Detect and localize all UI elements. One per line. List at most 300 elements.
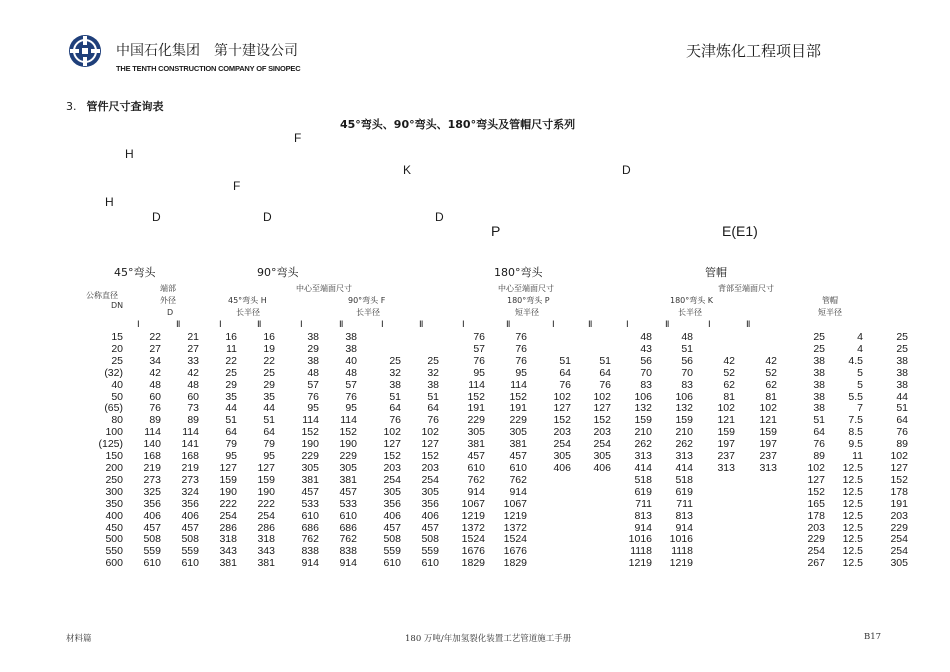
table-cell: 152 [383, 450, 401, 463]
table-cell: 762 [467, 473, 485, 486]
table-cell: 457 [467, 450, 485, 463]
table-cell: 610 [421, 557, 439, 570]
table-cell: 35 [225, 390, 237, 403]
table-cell: 127 [257, 461, 275, 474]
table-cell: 165 [807, 497, 825, 510]
table-cell: 22 [263, 354, 275, 367]
table-cell: 25 [263, 366, 275, 379]
table-cell: 159 [257, 473, 275, 486]
header-center-to-face: 中心至端面尺寸 [296, 284, 352, 293]
table-cell: 254 [890, 545, 908, 558]
table-cell: 381 [467, 438, 485, 451]
table-row [88, 380, 908, 392]
table-cell: 32 [427, 366, 439, 379]
table-cell: 313 [717, 461, 735, 474]
table-cell: 229 [509, 414, 527, 427]
table-cell: 406 [421, 509, 439, 522]
table-cell [693, 499, 735, 511]
table-cell: 197 [717, 438, 735, 451]
table-cell: 343 [219, 545, 237, 558]
table-cell: 38 [896, 378, 908, 391]
table-cell: 838 [301, 545, 319, 558]
table-cell: 25 [111, 354, 123, 367]
table-cell: 52 [765, 366, 777, 379]
table-cell: 5 [857, 378, 863, 391]
table-cell: 203 [593, 426, 611, 439]
table-cell: 27 [149, 342, 161, 355]
table-cell: 42 [765, 354, 777, 367]
table-cell: 52 [723, 366, 735, 379]
header-k-line1: 180°弯头 K [670, 296, 714, 305]
table-cell: 51 [681, 342, 693, 355]
series-i-od: Ⅰ [137, 319, 140, 329]
table-cell: 203 [421, 461, 439, 474]
table-cell [693, 523, 735, 535]
table-row [88, 344, 908, 356]
series-i-45: Ⅰ [219, 319, 222, 329]
table-cell: 33 [187, 354, 199, 367]
table-cell: 21 [187, 331, 199, 343]
table-cell: 305 [890, 557, 908, 570]
table-cell: 152 [301, 426, 319, 439]
table-cell: 62 [765, 378, 777, 391]
table-cell: 229 [301, 450, 319, 463]
table-cell: 356 [383, 497, 401, 510]
table-cell: 1219 [461, 509, 485, 522]
header-cap-line1: 管帽 [822, 296, 838, 305]
table-cell: 60 [149, 390, 161, 403]
table-row [88, 451, 908, 463]
table-cell: 305 [553, 450, 571, 463]
table-cell: 127 [219, 461, 237, 474]
table-cell: 121 [759, 414, 777, 427]
table-cell: 914 [509, 485, 527, 498]
table-cell: 325 [143, 485, 161, 498]
table-cell [693, 534, 735, 546]
table-cell: 25 [813, 331, 825, 343]
table-cell [527, 523, 571, 535]
table-cell: 70 [640, 366, 652, 379]
table-cell: 51 [427, 390, 439, 403]
table-cell: 127 [421, 438, 439, 451]
table-cell [735, 499, 777, 511]
table-cell: 286 [257, 521, 275, 534]
table-cell: 414 [675, 461, 693, 474]
table-cell: 273 [143, 473, 161, 486]
table-cell: 711 [635, 497, 652, 510]
table-cell: 203 [890, 509, 908, 522]
table-cell: 64 [599, 366, 611, 379]
table-cell [527, 546, 571, 558]
table-cell: 22 [149, 331, 161, 343]
header-e45-line1: 45°弯头 H [228, 296, 267, 305]
table-cell: 356 [421, 497, 439, 510]
table-cell [735, 332, 777, 344]
table-cell: 222 [219, 497, 237, 510]
table-cell: 22 [225, 354, 237, 367]
category-elbow90: 90°弯头 [257, 266, 299, 279]
table-cell: 64 [263, 426, 275, 439]
table-cell: 89 [187, 414, 199, 427]
table-cell: 127 [383, 438, 401, 451]
series-i-180: Ⅰ [462, 319, 465, 329]
table-cell: 229 [807, 533, 825, 546]
header-center-to-face-180: 中心至端面尺寸 [498, 284, 554, 293]
table-cell: 89 [813, 450, 825, 463]
series-i-ks: Ⅰ [708, 319, 711, 329]
table-cell: 19 [263, 342, 275, 355]
table-cell: 286 [219, 521, 237, 534]
table-cell: 1219 [669, 557, 693, 570]
table-cell: 102 [807, 461, 825, 474]
table-cell [693, 511, 735, 523]
table-cell: 159 [717, 426, 735, 439]
table-cell: 168 [181, 450, 199, 463]
category-elbow180: 180°弯头 [494, 266, 543, 279]
diagram-label-f: F [294, 131, 302, 145]
table-cell: 1067 [461, 497, 485, 510]
table-cell: 64 [427, 402, 439, 415]
table-cell: 203 [807, 521, 825, 534]
table-cell: 619 [675, 485, 693, 498]
table-cell [735, 546, 777, 558]
table-cell: 51 [599, 354, 611, 367]
table-cell: 381 [339, 473, 357, 486]
table-cell: 76 [149, 402, 161, 415]
table-cell: 813 [634, 509, 652, 522]
table-cell: 914 [339, 557, 357, 570]
table-cell: 48 [307, 366, 319, 379]
table-cell: 38 [427, 378, 439, 391]
table-cell: 457 [509, 450, 527, 463]
table-row [88, 427, 908, 439]
table-cell: 127 [553, 402, 571, 415]
table-cell: 203 [553, 426, 571, 439]
table-cell: 76 [559, 378, 571, 391]
table-cell: 114 [182, 426, 199, 439]
table-cell: 76 [813, 438, 825, 451]
table-cell: 159 [675, 414, 693, 427]
table-row [88, 463, 908, 475]
table-cell: 70 [681, 366, 693, 379]
table-cell: 1372 [461, 521, 485, 534]
table-cell: 237 [717, 450, 735, 463]
table-cell: 305 [383, 485, 401, 498]
table-cell: 200 [105, 461, 123, 474]
table-cell: 38 [896, 366, 908, 379]
table-cell: 102 [759, 402, 777, 415]
table-cell: 1219 [628, 557, 652, 570]
table-cell: 38 [345, 342, 357, 355]
diagram-label-k: K [403, 163, 412, 177]
table-cell: 48 [345, 366, 357, 379]
table-cell: 168 [143, 450, 161, 463]
table-cell: 48 [640, 331, 652, 343]
table-cell: 152 [890, 473, 908, 486]
table-cell: 914 [467, 485, 485, 498]
table-cell: 1016 [628, 533, 652, 546]
table-cell: 25 [896, 342, 908, 355]
table-cell: 4 [857, 331, 863, 343]
table-cell: 76 [515, 331, 527, 343]
table-cell: 48 [187, 378, 199, 391]
table-cell: 356 [181, 497, 199, 510]
header-k-line2: 长半径 [678, 308, 702, 317]
table-cell: 414 [634, 461, 652, 474]
series-ii-90: Ⅱ [339, 319, 344, 329]
table-cell: 600 [105, 557, 123, 570]
table-cell: 152 [553, 414, 571, 427]
table-cell: 64 [559, 366, 571, 379]
table-cell: 81 [765, 390, 777, 403]
table-cell: 381 [257, 557, 275, 570]
table-cell: 254 [257, 509, 275, 522]
fitting-dimension-table [88, 332, 908, 570]
header-back-to-face: 背部至端面尺寸 [718, 284, 774, 293]
table-cell: 381 [509, 438, 527, 451]
diagram-label-d-cap: D [622, 163, 631, 177]
table-cell: 4 [857, 342, 863, 355]
table-cell: 914 [634, 521, 652, 534]
table-cell: 1219 [503, 509, 527, 522]
table-cell: 159 [219, 473, 237, 486]
table-cell [527, 534, 571, 546]
table-cell [527, 499, 571, 511]
table-cell: 457 [339, 485, 357, 498]
table-cell: 762 [301, 533, 319, 546]
table-cell: 313 [675, 450, 693, 463]
table-cell [571, 523, 611, 535]
table-cell: 508 [421, 533, 439, 546]
table-cell: 8.5 [848, 426, 863, 439]
table-cell: 219 [181, 461, 199, 474]
table-cell: 356 [143, 497, 161, 510]
table-row [88, 403, 908, 415]
table-cell: 56 [681, 354, 693, 367]
table-cell [693, 332, 735, 344]
table-cell: 38 [813, 378, 825, 391]
table-cell: 12.5 [842, 521, 863, 534]
table-cell: 11 [226, 342, 237, 355]
series-i-180s: Ⅰ [552, 319, 555, 329]
table-cell: 106 [634, 390, 652, 403]
table-cell: 813 [675, 509, 693, 522]
table-cell: 686 [301, 521, 319, 534]
table-cell: 50 [111, 390, 123, 403]
header-e90-line1: 90°弯头 F [348, 296, 386, 305]
series-i-90s: Ⅰ [381, 319, 384, 329]
table-cell: 550 [105, 545, 123, 558]
table-cell: 76 [599, 378, 611, 391]
table-cell: 254 [593, 438, 611, 451]
table-cell: 190 [257, 485, 275, 498]
table-cell: 178 [890, 485, 908, 498]
table-cell: 38 [813, 402, 825, 415]
table-cell: 40 [111, 378, 123, 391]
table-cell: 381 [301, 473, 319, 486]
table-cell [735, 475, 777, 487]
table-cell: 406 [553, 461, 571, 474]
table-cell: 141 [181, 438, 199, 451]
header-cap-line2: 短半径 [818, 308, 842, 317]
footer-center: 180 万吨/年加氢裂化装置工艺管道施工手册 [405, 634, 572, 644]
table-cell: 262 [675, 438, 693, 451]
table-cell [571, 511, 611, 523]
company-name-en: THE TENTH CONSTRUCTION COMPANY OF SINOPEC [116, 64, 301, 73]
table-row [88, 523, 908, 535]
table-cell: 57 [307, 378, 319, 391]
series-i-k: Ⅰ [626, 319, 629, 329]
diagram-label-e: E(E1) [722, 223, 758, 239]
table-cell: 400 [105, 509, 123, 522]
table-cell: 190 [339, 438, 357, 451]
table-row [88, 356, 908, 368]
table-cell: 711 [676, 497, 693, 510]
table-cell: 95 [307, 402, 319, 415]
table-cell: 152 [339, 426, 357, 439]
company-name-cn: 中国石化集团 第十建设公司 [116, 43, 298, 59]
table-cell: 51 [559, 354, 571, 367]
table-cell: 5.5 [848, 390, 863, 403]
table-cell: 457 [143, 521, 161, 534]
category-cap: 管帽 [705, 266, 727, 279]
table-cell: 95 [263, 450, 275, 463]
table-cell: 32 [389, 366, 401, 379]
table-cell: 114 [468, 378, 485, 391]
table-cell [527, 511, 571, 523]
table-cell: 457 [421, 521, 439, 534]
table-cell: 229 [467, 414, 485, 427]
table-cell: 559 [421, 545, 439, 558]
table-cell: 7.5 [848, 414, 863, 427]
table-cell: 610 [509, 461, 527, 474]
table-cell: 83 [681, 378, 693, 391]
table-cell: 190 [301, 438, 319, 451]
table-cell: 76 [896, 426, 908, 439]
table-row [88, 558, 908, 570]
table-cell: 222 [257, 497, 275, 510]
table-cell: 508 [143, 533, 161, 546]
table-cell: 51 [225, 414, 237, 427]
table-cell: 250 [105, 473, 123, 486]
table-cell: 350 [105, 497, 123, 510]
table-cell: 914 [675, 521, 693, 534]
table-cell: 48 [681, 331, 693, 343]
table-cell: 267 [807, 557, 825, 570]
header-e180-line1: 180°弯头 P [507, 296, 550, 305]
table-cell: 114 [144, 426, 161, 439]
category-elbow45: 45°弯头 [114, 266, 156, 279]
table-cell: 38 [896, 354, 908, 367]
table-cell: 1016 [669, 533, 693, 546]
table-cell: 559 [383, 545, 401, 558]
table-row [88, 368, 908, 380]
table-cell [571, 499, 611, 511]
table-row [88, 415, 908, 427]
table-cell: 7 [857, 402, 863, 415]
table-cell: 762 [509, 473, 527, 486]
table-cell [735, 523, 777, 535]
table-cell: 106 [675, 390, 693, 403]
table-cell: 9.5 [848, 438, 863, 451]
table-cell: 76 [427, 414, 439, 427]
header-dn-line1: 公称直径 [86, 291, 118, 300]
table-cell: 100 [105, 426, 123, 439]
table-cell [571, 558, 611, 570]
table-cell: 518 [634, 473, 652, 486]
table-cell: 254 [219, 509, 237, 522]
table-cell: 25 [813, 342, 825, 355]
table-cell: 89 [149, 414, 161, 427]
table-row [88, 332, 908, 344]
table-cell: 559 [181, 545, 199, 558]
table-cell: 406 [593, 461, 611, 474]
table-cell: 500 [105, 533, 123, 546]
table-cell: 16 [225, 331, 237, 343]
table-cell: 38 [345, 331, 357, 343]
table-cell: 25 [389, 354, 401, 367]
table-cell: 64 [813, 426, 825, 439]
table-cell: 762 [339, 533, 357, 546]
table-cell: 114 [302, 414, 319, 427]
table-cell: 95 [345, 402, 357, 415]
table-cell [693, 487, 735, 499]
table-cell [527, 332, 571, 344]
table-cell [735, 558, 777, 570]
table-cell: 838 [339, 545, 357, 558]
footer-page: B17 [864, 632, 882, 642]
table-cell: 42 [149, 366, 161, 379]
table-cell: 559 [143, 545, 161, 558]
project-name: 天津炼化工程项目部 [686, 42, 822, 60]
table-cell: 305 [509, 426, 527, 439]
table-cell: 152 [467, 390, 485, 403]
table-cell: 12.5 [842, 545, 863, 558]
table-cell: 95 [225, 450, 237, 463]
table-cell: 16 [263, 331, 275, 343]
table-cell: 1118 [630, 545, 652, 558]
table-cell: 127 [593, 402, 611, 415]
table-cell: 140 [143, 438, 161, 451]
table-cell: 152 [807, 485, 825, 498]
header-dn-line2: DN [111, 301, 124, 310]
table-cell: 76 [515, 342, 527, 355]
table-cell: 406 [383, 509, 401, 522]
series-i-90: Ⅰ [300, 319, 303, 329]
table-cell: 95 [473, 366, 485, 379]
table-cell: 1676 [461, 545, 485, 558]
table-cell: 305 [301, 461, 319, 474]
table-cell: 51 [263, 414, 275, 427]
table-cell: 178 [807, 509, 825, 522]
header-od-line3: D [167, 308, 174, 317]
table-cell: 83 [640, 378, 652, 391]
diagram-label-d-90: D [263, 210, 272, 224]
table-cell: 42 [187, 366, 199, 379]
table-cell: 1524 [503, 533, 527, 546]
table-row [88, 439, 908, 451]
table-cell: 318 [219, 533, 237, 546]
table-cell: 508 [383, 533, 401, 546]
table-cell: 300 [105, 485, 123, 498]
table-cell: 159 [634, 414, 652, 427]
table-cell: 191 [467, 402, 485, 415]
table-cell: 62 [723, 378, 735, 391]
table-cell: 43 [640, 342, 652, 355]
series-ii-180s: Ⅱ [588, 319, 593, 329]
diagram-label-f-90: F [233, 179, 241, 193]
table-cell: 60 [187, 390, 199, 403]
